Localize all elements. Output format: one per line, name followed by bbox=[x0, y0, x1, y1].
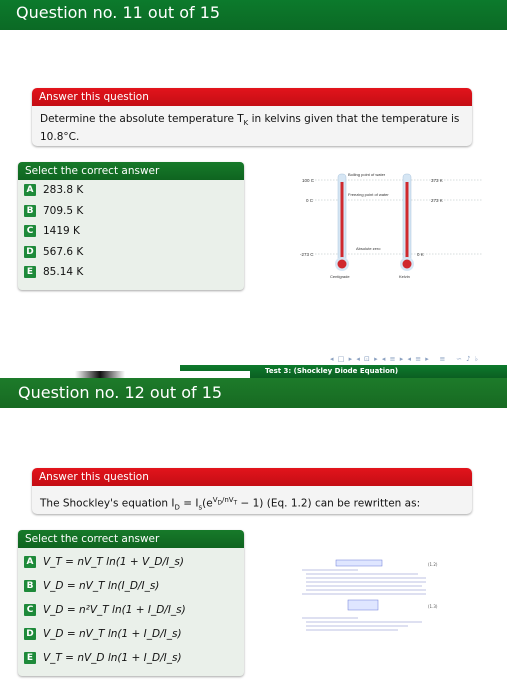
option-a[interactable] bbox=[18, 550, 244, 574]
option-c[interactable] bbox=[18, 221, 244, 242]
label-kelvin: Kelvin bbox=[399, 274, 410, 279]
kelvin-mercury bbox=[406, 182, 409, 262]
svg-text:(1.3): (1.3) bbox=[428, 604, 438, 609]
question-part-1: Determine the absolute temperature T bbox=[40, 113, 244, 125]
thermometer-diagram bbox=[292, 170, 492, 290]
answer-question-box bbox=[32, 468, 472, 514]
option-e[interactable] bbox=[18, 646, 244, 670]
label-0k: 0 K bbox=[417, 252, 424, 257]
question-part-2: (Eq. 1.2) can be rewritten as: bbox=[263, 497, 421, 510]
slide-nav-controls[interactable]: ◂ □ ▸ ◂ ⊡ ▸ ◂ ≡ ▸ ◂ ≡ ▸ ≡ ∽ ♪ ♭ bbox=[330, 355, 480, 363]
reference-text-thumbnail bbox=[298, 556, 440, 656]
question-part-1: The Shockley's equation I bbox=[40, 497, 175, 510]
option-text: 567.6 K bbox=[43, 245, 84, 258]
label-0c: 0 C bbox=[306, 198, 314, 203]
kelvin-bulb bbox=[403, 260, 412, 269]
option-list bbox=[18, 548, 244, 670]
option-text: 1419 K bbox=[43, 225, 80, 238]
label-neg273c: -273 C bbox=[300, 252, 314, 257]
option-text: 709.5 K bbox=[43, 204, 84, 217]
option-e[interactable] bbox=[18, 262, 244, 283]
option-d[interactable] bbox=[18, 242, 244, 263]
option-letter: A bbox=[24, 556, 36, 568]
question-header bbox=[0, 378, 507, 408]
option-b[interactable] bbox=[18, 574, 244, 598]
label-100c: 100 C bbox=[302, 178, 315, 183]
option-letter: E bbox=[24, 652, 36, 664]
option-letter: D bbox=[24, 628, 36, 640]
question-header-text: Question no. 12 out of 15 bbox=[18, 383, 223, 402]
label-freezing: Freezing point of water bbox=[348, 192, 389, 197]
option-b[interactable] bbox=[18, 201, 244, 222]
option-letter: D bbox=[24, 246, 36, 258]
select-answer-box bbox=[18, 162, 244, 290]
option-text: V_T = nV_T ln(1 + V_D/I_s) bbox=[43, 556, 184, 568]
footer-text: Test 3: (Shockley Diode Equation) bbox=[265, 367, 399, 375]
option-letter: A bbox=[24, 184, 36, 196]
option-text: 283.8 K bbox=[43, 184, 84, 197]
answer-title: Answer this question bbox=[32, 468, 472, 486]
option-letter: C bbox=[24, 225, 36, 237]
option-letter: E bbox=[24, 266, 36, 278]
select-title: Select the correct answer bbox=[18, 162, 244, 180]
question-header bbox=[0, 0, 507, 30]
answer-title: Answer this question bbox=[32, 88, 472, 106]
option-letter: B bbox=[24, 580, 36, 592]
label-centigrade: Centigrade bbox=[330, 274, 350, 279]
centigrade-bulb bbox=[338, 260, 347, 269]
answer-question-box bbox=[32, 88, 472, 146]
label-273k: 273 K bbox=[431, 198, 443, 203]
svg-text:(1.2): (1.2) bbox=[428, 562, 438, 567]
question-text bbox=[32, 106, 472, 146]
option-letter: C bbox=[24, 604, 36, 616]
label-373k: 373 K bbox=[431, 178, 443, 183]
select-title: Select the correct answer bbox=[18, 530, 244, 548]
option-d[interactable] bbox=[18, 622, 244, 646]
question-part-2: in kelvins given that the temperature is 10.8°C. bbox=[40, 113, 460, 144]
centigrade-mercury bbox=[341, 182, 344, 262]
option-text: 85.14 K bbox=[43, 266, 84, 279]
label-boiling: Boiling point of water bbox=[348, 172, 386, 177]
option-c[interactable] bbox=[18, 598, 244, 622]
option-letter: B bbox=[24, 205, 36, 217]
option-text: V_D = nV_T ln(I_D/I_s) bbox=[43, 580, 160, 592]
select-answer-box bbox=[18, 530, 244, 676]
option-a[interactable] bbox=[18, 180, 244, 201]
option-text: V_D = nV_T ln(1 + I_D/I_s) bbox=[43, 628, 182, 640]
question-header-text: Question no. 11 out of 15 bbox=[16, 3, 221, 22]
label-abszero: Absolute zero bbox=[356, 246, 381, 251]
question-text: The Shockley's equation $I_D = I_s(e^{V_D/nV_T} - 1)$ (Eq. 1.2) can be rewritten as: bbox=[40, 496, 421, 512]
option-text: V_T = nV_D ln(1 + I_D/I_s) bbox=[43, 652, 182, 664]
option-text: V_D = n²V_T ln(1 + I_D/I_s) bbox=[43, 604, 186, 616]
question-subscript: K bbox=[243, 119, 249, 128]
option-list bbox=[18, 180, 244, 283]
